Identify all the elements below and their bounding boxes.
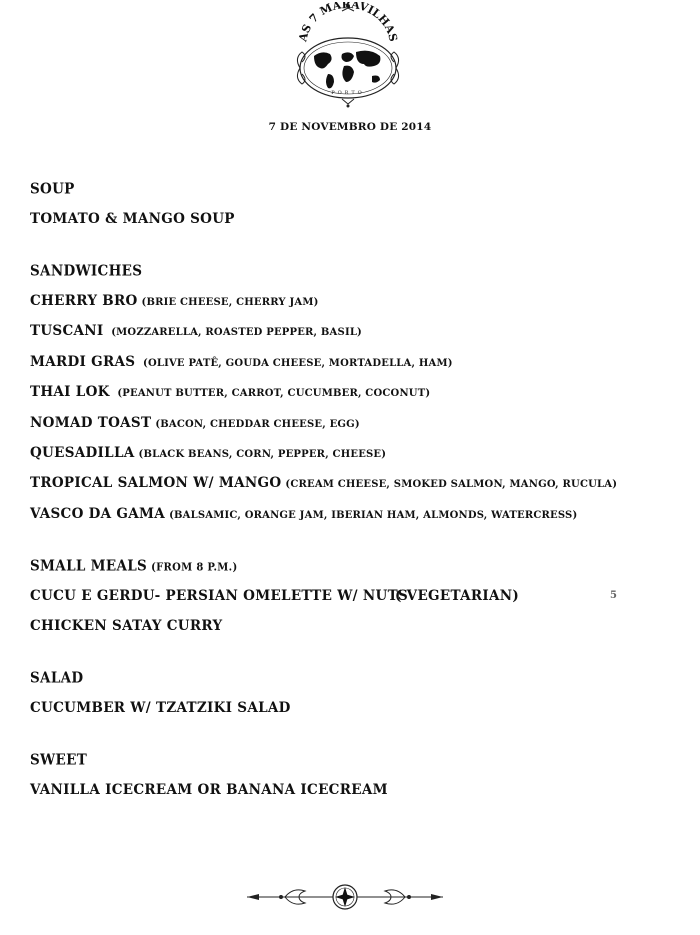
menu-item [30,290,670,312]
section-note: (FROM 8 P.M.) [151,561,238,574]
compass-rose-divider [245,882,445,912]
menu-item [30,442,670,464]
section-title: SMALL MEALS [30,557,148,575]
item-description: (BRIE CHEESE, CHERRY JAM) [141,297,319,308]
item-name: CUCU E GERDU- PERSIAN OMELETTE W/ NUTS [30,587,409,604]
item-description: (PEANUT BUTTER, CARROT, CUCUMBER, COCONUT) [113,388,431,400]
menu-item [30,585,670,607]
item-description: (CREAM CHEESE, SMOKED SALMON, MANGO, RUCULA) [285,479,618,491]
section-sandwiches [30,260,670,525]
section-title: SWEET [30,751,88,769]
section-soup [30,178,670,230]
item-name: QUESADILLA [30,444,135,461]
item-name: TOMATO & MANGO SOUP [30,211,235,227]
menu-item [30,697,670,719]
menu-item [30,472,670,494]
menu-item [30,320,670,342]
section-salad [30,667,670,719]
item-name: CHERRY BRO [30,293,138,309]
section-title: SANDWICHES [30,262,143,280]
item-description: (BLACK BEANS, CORN, PEPPER, CHEESE) [138,448,387,460]
world-map-emblem-icon [292,2,404,108]
stray-mark: 5 [610,589,618,601]
menu-date: 7 DE NOVEMBRO DE 2014 [268,121,432,133]
menu-item [30,779,670,801]
item-name: TROPICAL SALMON W/ MANGO [30,475,282,492]
section-title: SALAD [30,669,84,687]
restaurant-logo [292,2,404,108]
menu-item [30,615,670,637]
item-name: THAI LOK [30,384,110,401]
item-name: VASCO DA GAMA [30,505,166,522]
section-small-meals [30,555,670,637]
section-title: SOUP [30,180,75,198]
item-name: VANILLA ICECREAM OR BANANA ICECREAM [30,782,388,799]
item-name: CUCUMBER W/ TZATZIKI SALAD [30,700,291,717]
item-description: (BALSAMIC, ORANGE JAM, IBERIAN HAM, ALMONDS, WATERCRESS) [169,509,578,521]
menu-body [30,178,670,831]
section-sweet [30,749,670,801]
menu-item [30,503,670,525]
item-name: NOMAD TOAST [30,414,152,431]
menu-item [30,412,670,434]
item-description: (OLIVE PATÊ, GOUDA CHEESE, MORTADELLA, HAM) [139,357,453,369]
compass-rose-divider-icon [245,882,445,912]
item-description: (BACON, CHEDDAR CHEESE, EGG) [155,418,360,430]
logo-top-text: AS 7 MARAVILHAS [296,2,400,43]
item-name: MARDI GRAS [30,353,136,370]
item-name: CHICKEN SATAY CURRY [30,618,223,635]
item-description: (MOZZARELLA, ROASTED PEPPER, BASIL) [107,327,362,339]
vegetarian-tag: ( VEGETARIAN) [395,587,520,604]
section-heading [30,554,670,578]
item-name: TUSCANI [30,323,104,340]
menu-item [30,208,670,230]
menu-item [30,381,670,403]
menu-item [30,351,670,373]
logo-bottom-text: PORTO [331,90,365,96]
